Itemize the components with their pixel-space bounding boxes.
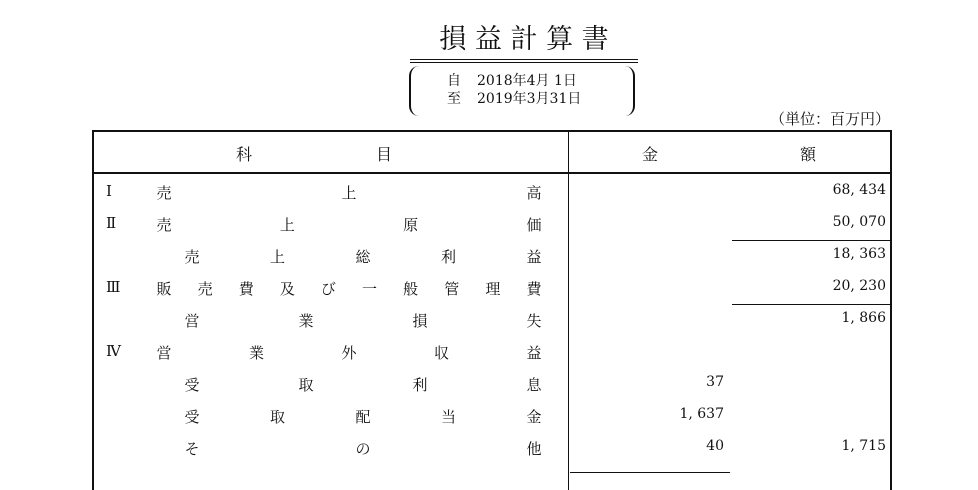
item-label-char: 利 bbox=[440, 248, 456, 266]
item-label-char: 上 bbox=[341, 184, 357, 202]
period-from-label: 自 bbox=[447, 73, 461, 89]
item-label-char: 販 bbox=[156, 280, 172, 298]
item-label-char: 損 bbox=[412, 312, 428, 330]
amount-detail: 37 bbox=[706, 374, 724, 390]
item-label-char: 受 bbox=[184, 376, 200, 394]
item-label-char: 管 bbox=[444, 280, 460, 298]
table-row bbox=[94, 400, 890, 432]
item-label-char: 取 bbox=[298, 376, 314, 394]
item-label-char: び bbox=[320, 280, 336, 298]
period-to-label: 至 bbox=[447, 91, 461, 107]
subtotal-rule-3 bbox=[570, 472, 730, 473]
item-label-char: 総 bbox=[355, 248, 371, 266]
table-row bbox=[94, 240, 890, 272]
item-label-char: 営 bbox=[156, 344, 172, 362]
amount-detail: 40 bbox=[706, 438, 724, 454]
table-row bbox=[94, 368, 890, 400]
table-row bbox=[94, 208, 890, 240]
item-label-char: 一 bbox=[362, 280, 378, 298]
item-label-char: 原 bbox=[403, 216, 419, 234]
item-label-char: 理 bbox=[485, 280, 501, 298]
item-label-char: 業 bbox=[248, 344, 264, 362]
title-underline-double bbox=[410, 62, 638, 63]
period-to bbox=[447, 90, 581, 108]
item-label-char: 費 bbox=[238, 280, 254, 298]
header-rule bbox=[94, 172, 890, 174]
item-label-char: 益 bbox=[526, 344, 542, 362]
fiscal-period-box bbox=[409, 66, 635, 116]
table-row bbox=[94, 176, 890, 208]
item-label-char: 売 bbox=[197, 280, 213, 298]
item-label-char: 益 bbox=[526, 248, 542, 266]
section-numeral: Ⅳ bbox=[106, 342, 121, 360]
item-label-char: 価 bbox=[526, 216, 542, 234]
item-label-char: 売 bbox=[184, 248, 200, 266]
item-label-char: 受 bbox=[184, 408, 200, 426]
amount-total: 1, 715 bbox=[841, 438, 886, 454]
section-numeral: Ⅲ bbox=[106, 278, 121, 296]
header-kamoku-2: 目 bbox=[376, 145, 393, 164]
table-row bbox=[94, 304, 890, 336]
item-label-char: 上 bbox=[269, 248, 285, 266]
title-underline bbox=[410, 59, 638, 60]
period-from bbox=[447, 72, 577, 90]
table-row bbox=[94, 432, 890, 464]
item-label-char: 営 bbox=[184, 312, 200, 330]
item-label-char: 取 bbox=[269, 408, 285, 426]
section-numeral: Ⅱ bbox=[106, 214, 117, 232]
item-label-char: 外 bbox=[341, 344, 357, 362]
item-label-char: の bbox=[355, 440, 371, 458]
item-label-char: 収 bbox=[433, 344, 449, 362]
item-label-char: 業 bbox=[298, 312, 314, 330]
item-label-char: 金 bbox=[526, 408, 542, 426]
item-label-char: 利 bbox=[412, 376, 428, 394]
item-label-char: 当 bbox=[440, 408, 456, 426]
item-label-char: 配 bbox=[355, 408, 371, 426]
item-label-char: 及 bbox=[279, 280, 295, 298]
header-kingaku-1: 金 bbox=[642, 145, 659, 164]
item-label-char: 上 bbox=[279, 216, 295, 234]
item-label-char: 他 bbox=[526, 440, 542, 458]
item-label-char: 般 bbox=[403, 280, 419, 298]
period-to-date: 2019年3月31日 bbox=[477, 91, 582, 107]
amount-total: 18, 363 bbox=[832, 246, 886, 262]
amount-total: 20, 230 bbox=[832, 278, 886, 294]
subtotal-rule-1 bbox=[732, 240, 892, 241]
amount-detail: 1, 637 bbox=[679, 406, 724, 422]
header-kingaku-2: 額 bbox=[800, 145, 817, 164]
section-numeral: Ⅰ bbox=[106, 182, 112, 200]
document-title: 損 益 計 算 書 bbox=[439, 24, 609, 55]
item-label-char: 高 bbox=[526, 184, 542, 202]
item-label-char: 売 bbox=[156, 184, 172, 202]
item-label-char: 売 bbox=[156, 216, 172, 234]
amount-total: 50, 070 bbox=[832, 214, 886, 230]
unit-label: （単位：百万円） bbox=[769, 110, 890, 128]
period-from-date: 2018年4月 1日 bbox=[477, 73, 577, 89]
item-label-char: 息 bbox=[526, 376, 542, 394]
table-row bbox=[94, 272, 890, 304]
item-label-char: そ bbox=[184, 440, 200, 458]
header-kamoku-1: 科 bbox=[236, 145, 253, 164]
subtotal-rule-2 bbox=[732, 304, 892, 305]
amount-total: 1, 866 bbox=[841, 310, 886, 326]
item-label-char: 費 bbox=[526, 280, 542, 298]
item-label-char: 失 bbox=[526, 312, 542, 330]
table-row bbox=[94, 336, 890, 368]
income-statement-table bbox=[92, 130, 892, 490]
amount-total: 68, 434 bbox=[832, 182, 886, 198]
